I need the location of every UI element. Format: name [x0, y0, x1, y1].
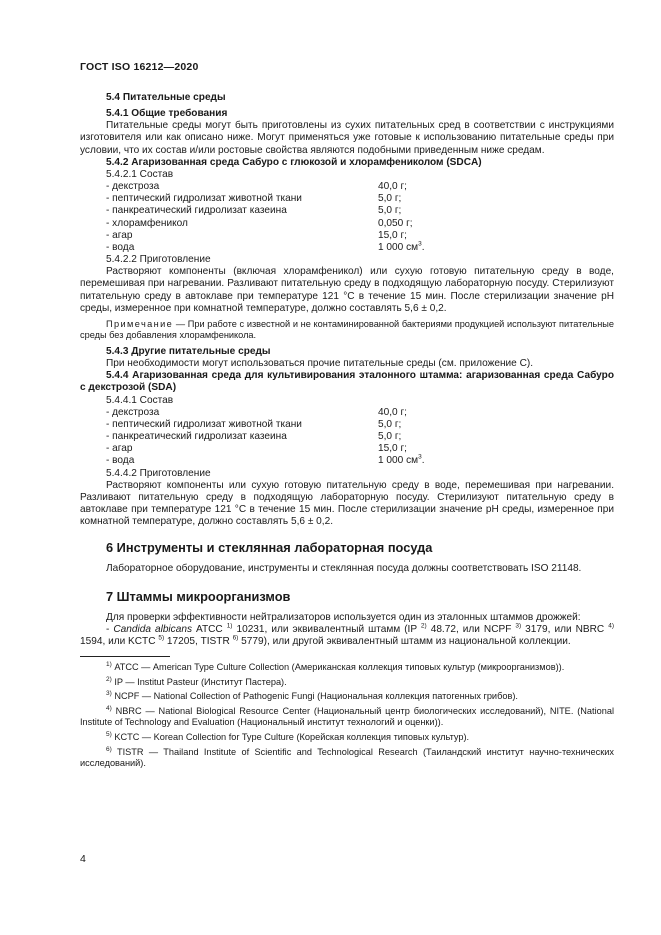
page-number: 4 — [80, 853, 86, 865]
footnote: $^{3)}$ NCPF — National Collection of Pathogenic Fungi (Национальная коллекция патогенных грибов). — [106, 690, 518, 702]
ingredient-qty: 5,0 г; — [378, 193, 402, 205]
note-label: Примечание — [106, 318, 174, 329]
section-6-text: Лабораторное оборудование, инструменты и стеклянная посуда должны соответствовать ISO 21148. — [106, 563, 582, 575]
note-text: — При работе с известной и не контаминированной бактериями продукцией используют питательные среды без добавления хлорамфеникола. — [80, 318, 614, 341]
section-5-4-4-2-text: Растворяют компоненты или сухую готовую питательную среду в воде, перемешивая при нагревании. Разливают питательную среду в подходящую лабораторную посуду. Стерилизуют питательную среду в автоклаве при температуре 121 °С в течение 15 мин. После стерилизации значение pH среды, измеренное при комнатной температуре, должно составлять 5,6 ± 0,2. — [80, 479, 614, 528]
section-5-4-title: 5.4 Питательные среды — [106, 92, 226, 103]
composition-row-water — [80, 455, 614, 467]
ingredient-qty: 5,0 г; — [378, 418, 402, 430]
ingredient-qty: 15,0 г; — [378, 229, 407, 241]
ingredient-qty: 1 000 $см^3$. — [378, 454, 425, 467]
footnote: $^{4)}$ NBRC — National Biological Resource Center (Национальный центр биологических исследований), NITE. (National Institute of Technology and Evaluation (Национальный институт технологий и оценки)). — [80, 704, 614, 728]
ingredient-qty: 40,0 г; — [378, 181, 407, 193]
ingredient-name: - декстроза — [106, 406, 160, 418]
species-name: Candida albicans — [113, 623, 192, 635]
composition-row — [80, 443, 614, 455]
composition-row — [80, 230, 614, 242]
section-5-4-4-2-title: 5.4.4.2 Приготовление — [106, 467, 211, 479]
ingredient-name: - агар — [106, 443, 133, 455]
section-5-4-1-text: Питательные среды могут быть приготовлены из сухих питательных сред в соответствии с инструкциями изготовителя или как описано ниже. Могут применяться уже готовые к использованию питательные среды при условии, что их состав и/или ростовые свойства являются подобными приведенным ниже средам. — [80, 120, 614, 156]
section-5-4-2-2-text: Растворяют компоненты (включая хлорамфеникол) или сухую готовую питательную среду в воде, перемешивая при нагревании. Разливают питательную среду в подходящую лабораторную посуду. Стерилизуют питательную среду в автоклаве при температуре 121 °С в течение 15 мин. После стерилизации значение pH среды, измеренное при комнатной температуре, должно составлять 5,6 ± 0,2. — [80, 266, 614, 314]
composition-row — [80, 181, 614, 193]
section-5-4-2-2-title: 5.4.2.2 Приготовление — [106, 254, 211, 266]
composition-row — [80, 193, 614, 205]
footnote-ref: 5) — [158, 634, 165, 642]
footnote-ref: 3) — [515, 622, 522, 630]
section-5-4-1-title: 5.4.1 Общие требования — [106, 108, 228, 120]
ingredient-name: - вода — [106, 241, 135, 253]
section-6-title: 6 Инструменты и стеклянная лабораторная посуда — [106, 540, 433, 556]
footnote: $^{1)}$ АТСС — American Type Culture Collection (Американская коллекция типовых культур (микроорганизмов)). — [106, 660, 565, 672]
composition-row — [80, 205, 614, 217]
section-5-4-2-title: 5.4.2 Агаризованная среда Сабуро с глюкозой и хлорамфениколом (SDCA) — [106, 156, 482, 168]
section-5-4-2-1-title: 5.4.2.1 Состав — [106, 168, 174, 180]
ingredient-name: - декстроза — [106, 181, 160, 193]
footnote-ref: 4) — [608, 622, 614, 630]
section-7-text-1: Для проверки эффективности нейтрализаторов используется один из эталонных штаммов дрожжей: — [106, 611, 581, 623]
ingredient-qty: 5,0 г; — [378, 205, 402, 217]
section-7-strains: - Candida albicans АТСС $^{1)}$ 10231, или эквивалентный штамм (IP $^{2)}$ 48.72, или NCPF $^{3)}$ 3179, или NBRC $^{4)}$ 1594, или KCTC $^{5)}$ 17205, TISTR $^{6)}$ 5779), или другой эквивалентный штамм из национальной коллекции. — [80, 622, 614, 647]
ingredient-name: - хлорамфеникол — [106, 217, 188, 229]
standard-code: ГОСТ ISO 16212—2020 — [80, 61, 199, 73]
ingredient-name: - панкреатический гидролизат казеина — [106, 205, 287, 217]
ingredient-qty: 15,0 г; — [378, 443, 407, 455]
section-5-4-3-title: 5.4.3 Другие питательные среды — [106, 346, 271, 357]
ingredient-qty: 5,0 г; — [378, 431, 402, 443]
ingredient-name: - пептический гидролизат животной ткани — [106, 418, 302, 430]
section-5-4-4-1-title: 5.4.4.1 Состав — [106, 394, 174, 406]
footnote-ref: 2) — [420, 622, 427, 630]
ingredient-qty: 40,0 г; — [378, 406, 407, 418]
composition-row — [80, 419, 614, 431]
composition-row-water — [80, 242, 614, 254]
footnote: $^{6)}$ TISTR — Thailand Institute of Scientific and Technological Research (Таиландский институт научно-технических исследований). — [80, 745, 614, 769]
footnote-ref: 6) — [232, 634, 239, 642]
ingredient-name: - агар — [106, 229, 133, 241]
section-7-title: 7 Штаммы микроорганизмов — [106, 588, 291, 604]
composition-row — [80, 218, 614, 230]
ingredient-name: - панкреатический гидролизат казеина — [106, 431, 287, 443]
ingredient-name: - вода — [106, 455, 135, 467]
footnote: $^{2)}$ IP — Institut Pasteur (Институт Пастера). — [106, 675, 287, 687]
composition-row — [80, 431, 614, 443]
section-5-4-3-text: При необходимости могут использоваться прочие питательные среды (см. приложение С). — [106, 358, 534, 370]
section-5-4-4-title: 5.4.4 Агаризованная среда для культивирования эталонного штамма: агаризованная среда Сабуро с декстрозой (SDA) — [80, 370, 614, 394]
page-content — [80, 92, 614, 773]
footnote-ref: 1) — [226, 622, 233, 630]
ingredient-name: - пептический гидролизат животной ткани — [106, 193, 302, 205]
ingredient-qty: 0,050 г; — [378, 217, 413, 229]
composition-row — [80, 407, 614, 419]
footnote: $^{5)}$ KCTC — Korean Collection for Type Culture (Корейская коллекция типовых культур). — [106, 730, 470, 742]
note — [80, 319, 614, 342]
ingredient-qty: 1 000 $см^3$. — [378, 240, 425, 253]
